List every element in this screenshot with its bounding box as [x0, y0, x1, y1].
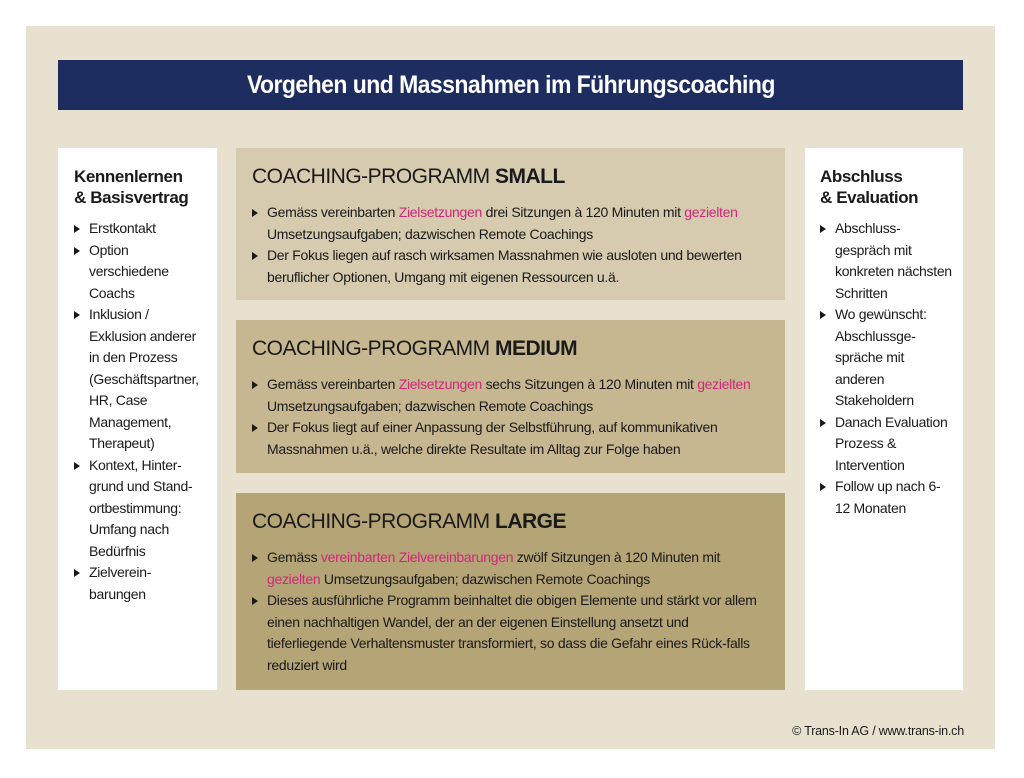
heading-line-1: Kennenlernen	[74, 167, 183, 186]
page-title: Vorgehen und Massnahmen im Führungscoaching	[246, 70, 775, 99]
list-item	[252, 374, 771, 417]
list-item	[820, 218, 953, 304]
list-item	[252, 202, 771, 245]
list-item	[74, 304, 207, 455]
title-size: LARGE	[495, 510, 566, 533]
title-bar	[58, 60, 963, 110]
heading-line-2: & Basisvertrag	[74, 188, 189, 207]
list-item-text: Wo gewünscht: Abschlussge-spräche mit anderen Stakeholdern	[835, 306, 927, 408]
text: Umsetzungsaufgaben; dazwischen Remote Coachings	[320, 570, 650, 587]
text: Umsetzungsaufgaben; dazwischen Remote Coachings	[267, 397, 593, 414]
phase-heading	[74, 166, 207, 208]
program-title	[252, 509, 771, 535]
text: zwölf Sitzungen à 120 Minuten mit	[513, 549, 721, 565]
title-prefix: COACHING-PROGRAMM	[252, 165, 495, 188]
list-item-text: Kontext, Hinter-grund und Stand-ortbestimmung: Umfang nach Bedürfnis	[89, 456, 193, 559]
text: Gemäss	[267, 549, 321, 565]
bullet-triangle-icon	[252, 381, 258, 389]
title-prefix: COACHING-PROGRAMM	[252, 337, 495, 360]
phase-abschluss	[805, 148, 963, 690]
highlight-text: gezielten	[267, 570, 321, 587]
program-small	[236, 148, 785, 300]
bullet-triangle-icon	[252, 252, 258, 260]
highlight-text: Zielsetzungen	[398, 376, 482, 392]
list-item	[820, 476, 953, 519]
list-item	[74, 240, 207, 305]
highlight-text: Zielsetzungen	[398, 204, 482, 220]
heading-line-1: Abschluss	[820, 167, 903, 186]
program-title	[252, 164, 771, 190]
list-item	[820, 412, 953, 477]
highlight-text: gezielten	[697, 376, 751, 392]
bullet-triangle-icon	[74, 247, 80, 255]
bullet-triangle-icon	[820, 225, 826, 233]
list-item	[252, 547, 771, 590]
text: sechs Sitzungen à 120 Minuten mit	[482, 376, 698, 392]
list-item	[820, 304, 953, 412]
phase-heading	[820, 166, 953, 208]
title-size: SMALL	[495, 165, 565, 188]
program-list	[252, 547, 771, 676]
list-item	[74, 562, 207, 605]
bullet-triangle-icon	[74, 311, 80, 319]
text: Gemäss vereinbarten	[267, 204, 399, 220]
title-size: MEDIUM	[495, 337, 578, 360]
bullet-triangle-icon	[820, 311, 826, 319]
highlight-text: vereinbarten Zielvereinbarungen	[320, 549, 514, 565]
list-item-text: Abschluss-gespräch mit konkreten nächsten Schritten	[835, 220, 952, 301]
heading-line-2: & Evaluation	[820, 188, 919, 207]
text: drei Sitzungen à 120 Minuten mit	[482, 204, 685, 220]
program-title	[252, 336, 771, 362]
program-large	[236, 493, 785, 690]
text: Der Fokus liegt auf einer Anpassung der Selbstführung, auf kommunikativen Massnahmen u.ä., welche direkte Resultate im Alltag zur Folge haben	[267, 419, 718, 457]
bullet-triangle-icon	[820, 483, 826, 491]
program-medium	[236, 320, 785, 473]
list-item	[74, 455, 207, 563]
bullet-triangle-icon	[74, 225, 80, 233]
list-item	[252, 590, 771, 676]
title-prefix: COACHING-PROGRAMM	[252, 510, 495, 533]
phase-list	[74, 218, 207, 605]
list-item-text: Danach Evaluation Prozess & Intervention	[835, 413, 948, 473]
list-item	[252, 417, 771, 460]
bullet-triangle-icon	[252, 424, 258, 432]
list-item-text: Inklusion / Exklusion anderer in den Prozess (Geschäftspartner, HR, Case Management, Therapeut)	[89, 306, 199, 451]
phase-list	[820, 218, 953, 519]
list-item-text: Zielverein-barungen	[89, 564, 152, 602]
phase-kennenlernen	[58, 148, 217, 690]
bullet-triangle-icon	[252, 597, 258, 605]
text: Umsetzungsaufgaben; dazwischen Remote Coachings	[267, 225, 593, 242]
copyright-footer: © Trans-In AG / www.trans-in.ch	[792, 724, 964, 738]
bullet-triangle-icon	[74, 462, 80, 470]
program-list	[252, 374, 771, 460]
bullet-triangle-icon	[252, 209, 258, 217]
text: Der Fokus liegen auf rasch wirksamen Massnahmen wie ausloten und bewerten beruflicher Optionen, Umgang mit eigenen Ressourcen u.ä.	[267, 247, 742, 285]
list-item-text: Follow up nach 6-12 Monaten	[835, 478, 941, 516]
text: Gemäss vereinbarten	[267, 376, 399, 392]
list-item-text: Option verschiedene Coachs	[89, 241, 169, 301]
program-list	[252, 202, 771, 288]
bullet-triangle-icon	[74, 569, 80, 577]
bullet-triangle-icon	[820, 419, 826, 427]
text: Dieses ausführliche Programm beinhaltet die obigen Elemente und stärkt vor allem einen nachhaltigen Wandel, der an der eigenen Einstellung ansetzt und tieferliegende Verhaltensmuster transformiert, so dass die Gefahr eines Rück-falls reduziert wird	[267, 592, 757, 673]
bullet-triangle-icon	[252, 554, 258, 562]
highlight-text: gezielten	[684, 204, 738, 220]
list-item-text: Erstkontakt	[89, 220, 156, 236]
list-item	[252, 245, 771, 288]
list-item	[74, 218, 207, 240]
